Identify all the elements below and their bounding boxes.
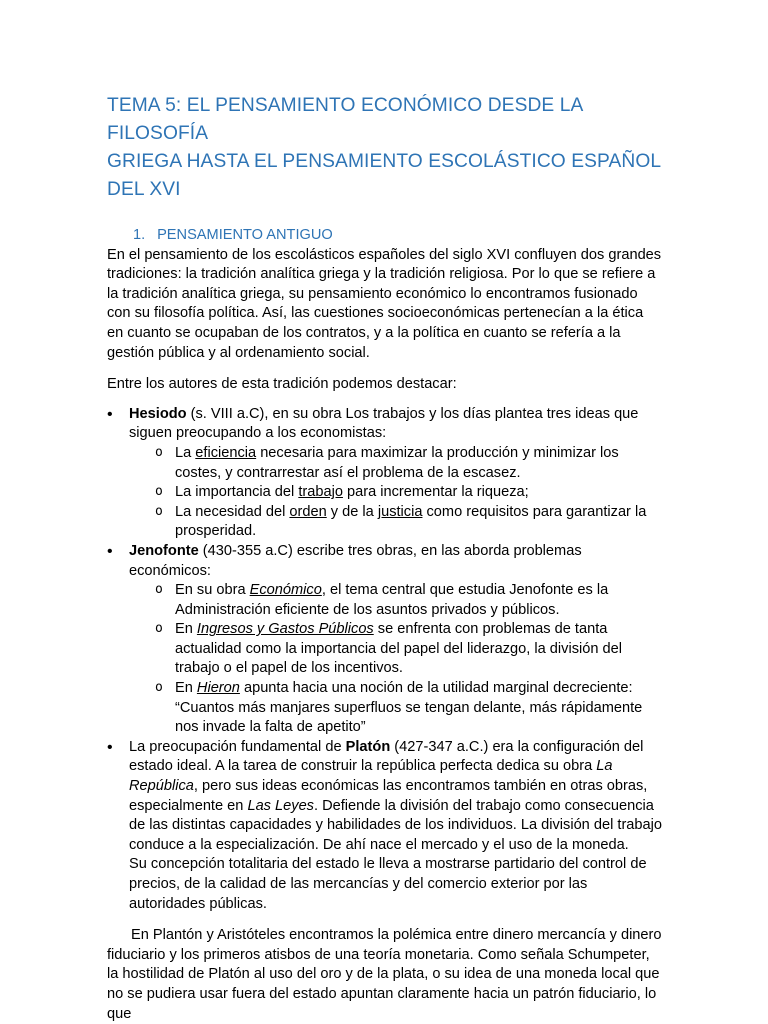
list-item-jenofonte bbox=[107, 542, 662, 738]
lead-in-paragraph: Entre los autores de esta tradición podemos destacar: bbox=[107, 376, 457, 393]
jenofonte-sublist bbox=[129, 581, 662, 738]
section-heading bbox=[107, 226, 662, 246]
text-run: En bbox=[175, 621, 197, 638]
author-name-jenofonte: Jenofonte bbox=[129, 542, 199, 559]
text-run: La necesidad del bbox=[175, 503, 290, 520]
underlined-term: eficiencia bbox=[195, 444, 257, 461]
work-title: Económico bbox=[249, 582, 322, 599]
work-title: Hieron bbox=[196, 680, 240, 697]
text-run: La importancia del bbox=[175, 484, 299, 501]
text-run: . Defiende la división del trabajo como consecuencia de las distintas capacidades y habilidades de los individuos. La división del trabajo conduce a la especialización. De ahí nace el mercado y el uso de la moneda. bbox=[129, 797, 663, 853]
work-title: La República bbox=[129, 758, 613, 795]
platon-second-paragraph: Su concepción totalitaria del estado le lleva a mostrarse partidario del control de precios, de la calidad de las mercancías y del comercio exterior por las autoridades públicas. bbox=[129, 856, 647, 912]
text-run: (427-347 a.C.) era la configuración del estado ideal. A la tarea de construir la república perfecta dedica su obra bbox=[129, 738, 644, 775]
text-run: La preocupación fundamental de bbox=[129, 738, 346, 755]
text-run: y de la bbox=[326, 503, 378, 520]
work-title: Ingresos y Gastos Públicos bbox=[196, 621, 374, 638]
text-run: como requisitos para garantizar la prosperidad. bbox=[175, 503, 647, 540]
sublist-item bbox=[153, 679, 662, 738]
author-name-platon: Platón bbox=[345, 738, 391, 755]
list-item-platon bbox=[107, 738, 662, 914]
text-run: En su obra bbox=[175, 582, 250, 599]
text-run: En bbox=[175, 680, 197, 697]
authors-list bbox=[107, 405, 662, 914]
underlined-term: orden bbox=[289, 503, 327, 520]
hesiodo-sublist bbox=[129, 444, 662, 542]
underlined-term: trabajo bbox=[298, 484, 343, 501]
title-line-1: TEMA 5: EL PENSAMIENTO ECONÓMICO DESDE LA FILOSOFÍA bbox=[107, 95, 583, 144]
list-item-hesiodo bbox=[107, 405, 662, 542]
text-run: , pero sus ideas económicas las encontramos también en otras obras, especialmente en bbox=[129, 778, 648, 814]
author-name-hesiodo: Hesiodo bbox=[129, 405, 187, 422]
text-run: se enfrenta con problemas de tanta actualidad como la importancia del papel del liderazgo, la división del trabajo o el papel de los incentivos. bbox=[175, 621, 622, 677]
title-line-2: GRIEGA HASTA EL PENSAMIENTO ESCOLÁSTICO ESPAÑOL DEL XVI bbox=[107, 151, 661, 200]
intro-paragraph: En el pensamiento de los escolásticos españoles del siglo XVI confluyen dos grandes tradiciones: la tradición analítica griega y la tradición religiosa. Por lo que se refiere a la tradición analítica griega, su pensamiento económico lo encontramos fusionado con su filosofía política. Así, las cuestiones socioeconómicas pertenecían a la ética en cuanto se ocupaban de los contratos, y a la política en cuanto se refería a la gestión pública y al ordenamiento social. bbox=[107, 246, 662, 361]
underlined-term: justicia bbox=[377, 503, 423, 520]
section-title: PENSAMIENTO ANTIGUO bbox=[157, 227, 333, 243]
document-title bbox=[107, 92, 662, 204]
sublist-item bbox=[153, 581, 662, 620]
text-run: La bbox=[175, 444, 196, 461]
text-run: , el tema central que estudia Jenofonte es la Administración eficiente de los asuntos privados y públicos. bbox=[175, 582, 609, 618]
text-run: apunta hacia una noción de la utilidad marginal decreciente: “Cuantos más manjares superfluos se tengan delante, más rápidamente nos invade la falta de apetito” bbox=[175, 680, 643, 736]
text-run: necesaria para maximizar la producción y minimizar los costes, y contrarrestar así el problema de la escasez. bbox=[175, 444, 619, 481]
sublist-item bbox=[153, 503, 662, 542]
closing-paragraph: En Plantón y Aristóteles encontramos la polémica entre dinero mercancía y dinero fiduciario y los primeros atisbos de una teoría monetaria. Como señala Schumpeter, la hostilidad de Platón al uso del oro y de la plata, o su idea de una moneda local que no se pudiera usar fuera del estado apuntan claramente hacia un patrón fiduciario, lo que bbox=[107, 927, 662, 1022]
work-title: Las Leyes bbox=[247, 797, 314, 814]
text-run: para incrementar la riqueza; bbox=[342, 484, 529, 501]
section-number: 1. bbox=[133, 227, 146, 243]
sublist-item bbox=[153, 620, 662, 679]
sublist-item bbox=[153, 483, 662, 503]
sublist-item bbox=[153, 444, 662, 483]
hesiodo-text: (s. VIII a.C), en su obra Los trabajos y los días plantea tres ideas que siguen preocupando a los economistas: bbox=[129, 405, 639, 442]
jenofonte-text: (430-355 a.C) escribe tres obras, en las aborda problemas económicos: bbox=[129, 542, 582, 579]
